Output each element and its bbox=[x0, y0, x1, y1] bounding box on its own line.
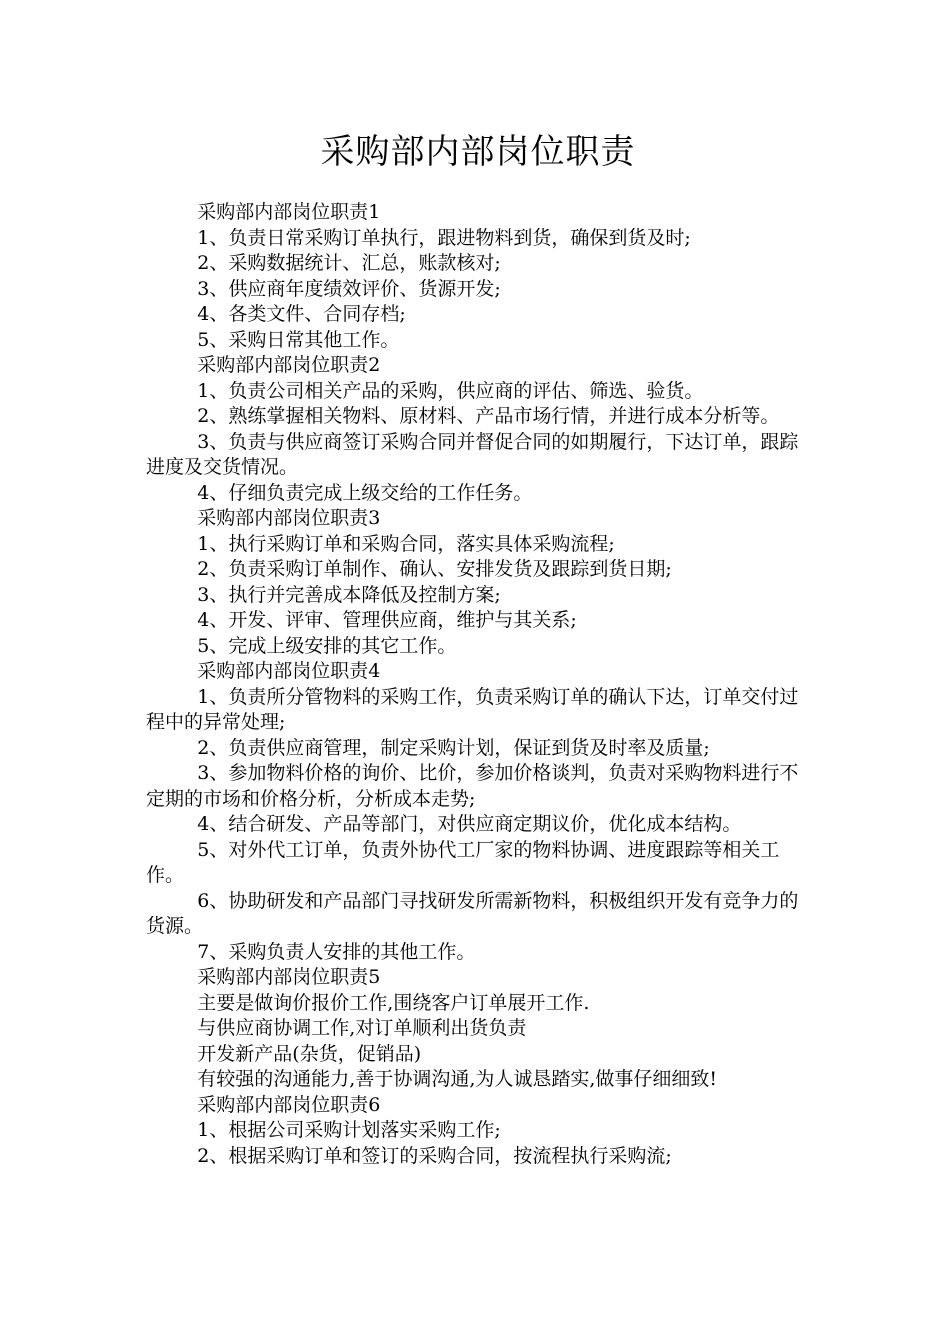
paragraph: 采购部内部岗位职责1 bbox=[197, 201, 381, 223]
paragraph: 与供应商协调工作,对订单顺利出货负责 bbox=[197, 1017, 527, 1039]
paragraph: 1、负责所分管物料的采购工作，负责采购订单的确认下达，订单交付过程中的异常处理; bbox=[146, 685, 799, 733]
paragraph: 1、负责日常采购订单执行，跟进物料到货，确保到货及时; bbox=[197, 226, 691, 249]
paragraph: 3、负责与供应商签订采购合同并督促合同的如期履行，下达订单，跟踪进度及交货情况。 bbox=[146, 430, 799, 478]
paragraph: 6、协助研发和产品部门寻找研发所需新物料，积极组织开发有竞争力的货源。 bbox=[146, 889, 799, 937]
document-title: 采购部内部岗位职责 bbox=[320, 132, 636, 172]
paragraph: 5、采购日常其他工作。 bbox=[197, 328, 400, 351]
paragraph: 4、仔细负责完成上级交给的工作任务。 bbox=[197, 481, 533, 504]
paragraph: 2、采购数据统计、汇总，账款核对; bbox=[197, 252, 501, 274]
paragraph: 4、结合研发、产品等部门，对供应商定期议价，优化成本结构。 bbox=[197, 813, 742, 835]
paragraph: 采购部内部岗位职责3 bbox=[197, 507, 381, 529]
paragraph: 主要是做询价报价工作,围绕客户订单展开工作. bbox=[197, 991, 590, 1014]
paragraph: 1、根据公司采购计划落实采购工作; bbox=[197, 1119, 501, 1141]
paragraph: 1、执行采购订单和采购合同，落实具体采购流程; bbox=[197, 532, 615, 555]
paragraph: 2、根据采购订单和签订的采购合同，按流程执行采购流; bbox=[197, 1144, 672, 1167]
paragraph: 采购部内部岗位职责4 bbox=[197, 660, 381, 682]
paragraph: 4、各类文件、合同存档; bbox=[197, 303, 406, 325]
paragraph: 采购部内部岗位职责6 bbox=[197, 1093, 381, 1116]
paragraph: 有较强的沟通能力,善于协调沟通,为人诚恳踏实,做事仔细细致! bbox=[197, 1068, 718, 1090]
paragraph: 开发新产品(杂货，促销品) bbox=[197, 1042, 422, 1065]
paragraph: 2、负责采购订单制作、确认、安排发货及跟踪到货日期; bbox=[197, 558, 672, 580]
paragraph: 5、对外代工订单，负责外协代工厂家的物料协调、进度跟踪等相关工作。 bbox=[146, 838, 780, 886]
paragraph: 3、执行并完善成本降低及控制方案; bbox=[197, 583, 501, 606]
paragraph: 3、供应商年度绩效评价、货源开发; bbox=[197, 277, 501, 300]
paragraph: 采购部内部岗位职责2 bbox=[197, 354, 381, 376]
paragraph: 2、熟练掌握相关物料、原材料、产品市场行情，并进行成本分析等。 bbox=[197, 405, 780, 427]
paragraph: 3、参加物料价格的询价、比价，参加价格谈判，负责对采购物料进行不定期的市场和价格分析，分析成本走势; bbox=[146, 762, 799, 810]
document-page bbox=[146, 0, 810, 1169]
paragraph: 2、负责供应商管理，制定采购计划，保证到货及时率及质量; bbox=[197, 736, 710, 759]
paragraph: 5、完成上级安排的其它工作。 bbox=[197, 634, 457, 657]
paragraph: 1、负责公司相关产品的采购，供应商的评估、筛选、验货。 bbox=[197, 379, 704, 402]
paragraph: 7、采购负责人安排的其他工作。 bbox=[197, 940, 476, 963]
paragraph: 采购部内部岗位职责5 bbox=[197, 966, 381, 988]
paragraph: 4、开发、评审、管理供应商，维护与其关系; bbox=[197, 609, 577, 631]
document-body bbox=[146, 200, 810, 1169]
